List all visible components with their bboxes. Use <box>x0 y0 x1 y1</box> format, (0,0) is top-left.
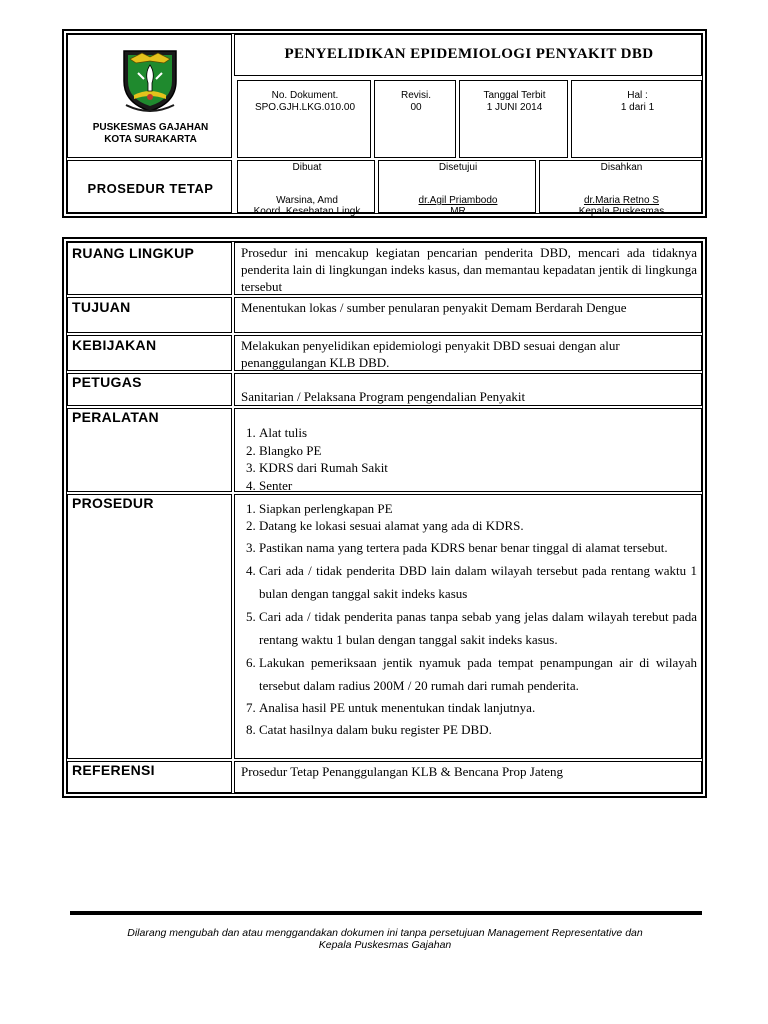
label-petugas: PETUGAS <box>72 374 142 390</box>
dibuat-role: Koord. Kesehatan Lingk <box>253 206 361 217</box>
list-cell-peralatan <box>234 408 702 492</box>
disetujui-label: Disetujui <box>438 162 478 173</box>
dibuat-label: Dibuat <box>292 162 322 173</box>
list-item: 3. KDRS dari Rumah Sakit <box>259 459 691 477</box>
terbit-label: Tanggal Terbit <box>483 90 546 101</box>
doc-no-cell <box>237 80 371 158</box>
text-cell-petugas <box>234 373 702 406</box>
text-petugas: Sanitarian / Pelaksana Program pengendalian Penyakit <box>241 389 526 404</box>
list-item: 4. Cari ada / tidak penderita DBD lain dalam wilayah tersebut pada rentang waktu 1 bulan dengan tanggal sakit indeks kasus <box>259 559 697 605</box>
text-cell-ruang-lingkup <box>234 242 702 295</box>
label-cell-ruang-lingkup <box>67 242 232 295</box>
list-item: 3. Pastikan nama yang tertera pada KDRS benar benar tinggal di alamat tersebut. <box>259 536 697 559</box>
label-tujuan: TUJUAN <box>72 299 131 315</box>
peralatan-list <box>241 424 691 494</box>
label-cell-tujuan <box>67 297 232 333</box>
dibuat-cell <box>237 160 375 217</box>
terbit-value: 1 JUNI 2014 <box>486 102 543 113</box>
list-item: 2. Datang ke lokasi sesuai alamat yang ada di KDRS. <box>259 518 697 534</box>
footer-line2: Kepala Puskesmas Gajahan <box>318 939 452 951</box>
text-cell-referensi <box>234 761 702 793</box>
disahkan-role: Kepala Puskesmas <box>578 206 665 217</box>
text-cell-tujuan <box>234 297 702 333</box>
text-tujuan: Menentukan lokas / sumber penularan penyakit Demam Berdarah Dengue <box>241 300 627 315</box>
logo-cell <box>67 34 232 158</box>
title-cell <box>234 34 702 76</box>
footer-rule <box>70 911 702 915</box>
list-item: 1. Alat tulis <box>259 424 691 442</box>
list-item: 2. Blangko PE <box>259 442 691 460</box>
disetujui-name: dr.Agil Priambodo <box>418 195 498 206</box>
label-ruang-lingkup: RUANG LINGKUP <box>72 245 195 261</box>
page-title: PENYELIDIKAN EPIDEMIOLOGI PENYAKIT DBD <box>284 46 654 62</box>
list-item: 6. Lakukan pemeriksaan jentik nyamuk pada tempat penampungan air di wilayah tersebut dalam radius 200M / 20 rumah dari rumah penderita. <box>259 651 697 697</box>
text-referensi: Prosedur Tetap Penanggulangan KLB & Bencana Prop Jateng <box>241 764 563 779</box>
org-line2: KOTA SURAKARTA <box>104 134 197 145</box>
label-referensi: REFERENSI <box>72 762 155 778</box>
text-ruang-lingkup: Prosedur ini mencakup kegiatan pencarian penderita DBD, mencari ada tidaknya penderita lain di lingkungan indeks kasus, dan memantau kepadatan jentik di lingkunga tersebut <box>241 245 697 294</box>
revisi-cell <box>374 80 456 158</box>
org-name <box>68 122 233 146</box>
label-cell-referensi <box>67 761 232 793</box>
label-prosedur: PROSEDUR <box>72 495 154 511</box>
disetujui-role: MR <box>450 206 466 217</box>
label-peralatan: PERALATAN <box>72 409 159 425</box>
prosedur-tetap-cell <box>67 160 232 213</box>
revisi-label: Revisi. <box>400 90 431 101</box>
org-line1: PUSKESMAS GAJAHAN <box>92 122 209 133</box>
doc-no-label: No. Dokument. <box>271 90 339 101</box>
label-cell-prosedur <box>67 494 232 759</box>
label-cell-peralatan <box>67 408 232 492</box>
prosedur-list <box>241 501 697 741</box>
list-item: 5. Cari ada / tidak penderita panas tanpa sebab yang jelas dalam wilayah terebut pada rentang waktu 1 bulan dengan tanggal sakit indeks kasus. <box>259 605 697 651</box>
terbit-cell <box>459 80 568 158</box>
label-cell-kebijakan <box>67 335 232 371</box>
hal-value: 1 dari 1 <box>620 102 655 113</box>
disetujui-cell <box>378 160 536 217</box>
surakarta-emblem-icon <box>120 47 180 113</box>
footer-line1: Dilarang mengubah dan atau menggandakan dokumen ini tanpa persetujuan Management Representative dan <box>127 927 643 939</box>
disahkan-cell <box>539 160 702 217</box>
label-cell-petugas <box>67 373 232 406</box>
label-kebijakan: KEBIJAKAN <box>72 337 157 353</box>
disahkan-label: Disahkan <box>600 162 643 173</box>
text-kebijakan: Melakukan penyelidikan epidemiologi penyakit DBD sesuai dengan alur penanggulangan KLB DBD. <box>241 338 620 370</box>
text-cell-kebijakan <box>234 335 702 371</box>
prosedur-tetap-label: PROSEDUR TETAP <box>87 181 214 196</box>
hal-cell <box>571 80 702 158</box>
list-item: 7. Analisa hasil PE untuk menentukan tindak lanjutnya. <box>259 697 697 719</box>
disahkan-name: dr.Maria Retno S <box>583 195 660 206</box>
doc-no-value: SPO.GJH.LKG.010.00 <box>254 102 356 113</box>
list-item: 1. Siapkan perlengkapan PE <box>259 501 697 517</box>
list-item: 8. Catat hasilnya dalam buku register PE DBD. <box>259 719 697 741</box>
footer-note <box>60 927 710 951</box>
dibuat-name: Warsina, Amd <box>276 195 338 206</box>
list-cell-prosedur <box>234 494 702 759</box>
revisi-value: 00 <box>410 102 422 113</box>
list-item: 4. Senter <box>259 477 691 495</box>
hal-label: Hal : <box>627 90 648 101</box>
